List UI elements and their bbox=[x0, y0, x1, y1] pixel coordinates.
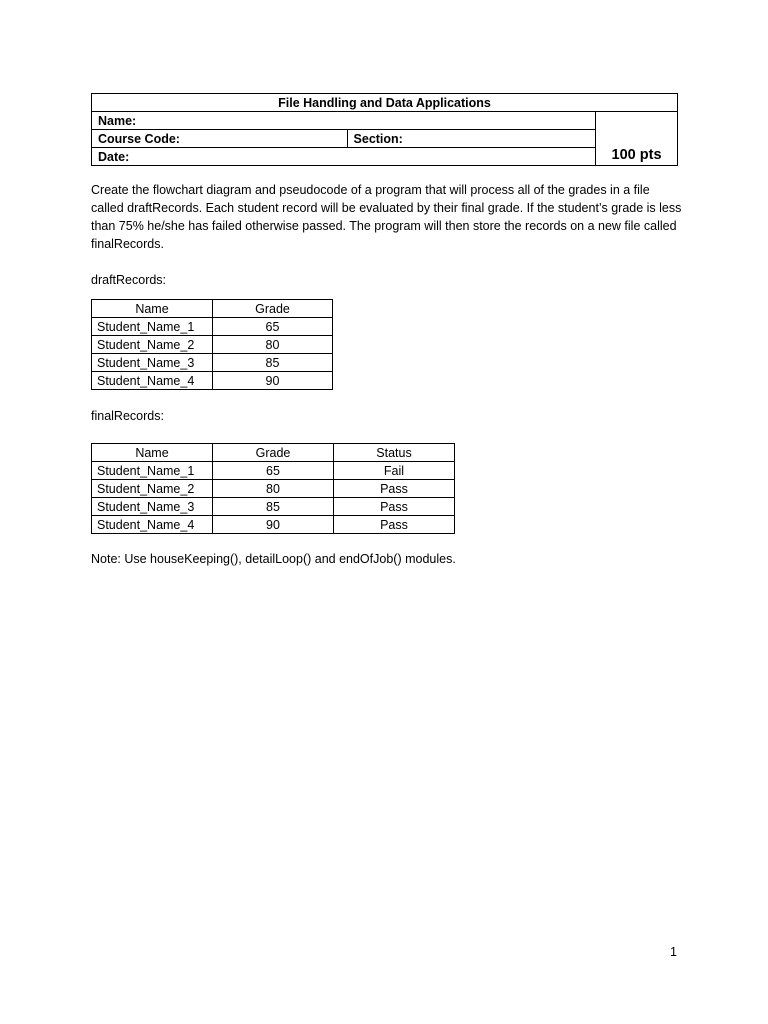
column-header: Grade bbox=[213, 300, 333, 318]
document-title: File Handling and Data Applications bbox=[92, 94, 678, 112]
status-cell: Pass bbox=[334, 480, 455, 498]
student-name-cell: Student_Name_2 bbox=[92, 480, 213, 498]
student-name-cell: Student_Name_1 bbox=[92, 462, 213, 480]
table-header-row bbox=[92, 300, 333, 318]
grade-cell: 85 bbox=[213, 354, 333, 372]
grade-cell: 80 bbox=[213, 480, 334, 498]
final-records-table bbox=[91, 443, 455, 534]
header-table bbox=[91, 93, 678, 166]
table-row bbox=[92, 336, 333, 354]
instructions-paragraph: Create the flowchart diagram and pseudocode of a program that will process all of the grades in a file called draftRecords. Each student record will be evaluated by their final grade. If the student’s grade is less than 75% he/she has failed otherwise passed. The program will then store the records on a new file called finalRecords. bbox=[91, 183, 682, 251]
table-header-row bbox=[92, 444, 455, 462]
date-field-label: Date: bbox=[92, 148, 596, 166]
course-code-field-label: Course Code: bbox=[92, 130, 348, 148]
grade-cell: 80 bbox=[213, 336, 333, 354]
grade-cell: 90 bbox=[213, 516, 334, 534]
page-number: 1 bbox=[670, 945, 677, 959]
grade-cell: 65 bbox=[213, 462, 334, 480]
table-row bbox=[92, 480, 455, 498]
table-row bbox=[92, 354, 333, 372]
status-cell: Pass bbox=[334, 498, 455, 516]
column-header: Name bbox=[92, 300, 213, 318]
final-records-label: finalRecords: bbox=[91, 409, 164, 423]
draft-records-table bbox=[91, 299, 333, 390]
table-row bbox=[92, 516, 455, 534]
student-name-cell: Student_Name_3 bbox=[92, 498, 213, 516]
table-row bbox=[92, 318, 333, 336]
student-name-cell: Student_Name_4 bbox=[92, 516, 213, 534]
student-name-cell: Student_Name_1 bbox=[92, 318, 213, 336]
student-name-cell: Student_Name_4 bbox=[92, 372, 213, 390]
column-header: Grade bbox=[213, 444, 334, 462]
name-field-label: Name: bbox=[92, 112, 596, 130]
table-row bbox=[92, 462, 455, 480]
student-name-cell: Student_Name_3 bbox=[92, 354, 213, 372]
points-value: 100 pts bbox=[596, 112, 678, 166]
status-cell: Pass bbox=[334, 516, 455, 534]
column-header: Name bbox=[92, 444, 213, 462]
table-row bbox=[92, 372, 333, 390]
column-header: Status bbox=[334, 444, 455, 462]
grade-cell: 90 bbox=[213, 372, 333, 390]
status-cell: Fail bbox=[334, 462, 455, 480]
note-text: Note: Use houseKeeping(), detailLoop() and endOfJob() modules. bbox=[91, 552, 456, 566]
grade-cell: 65 bbox=[213, 318, 333, 336]
draft-records-label: draftRecords: bbox=[91, 273, 167, 287]
section-field-label: Section: bbox=[347, 130, 596, 148]
student-name-cell: Student_Name_2 bbox=[92, 336, 213, 354]
table-row bbox=[92, 498, 455, 516]
grade-cell: 85 bbox=[213, 498, 334, 516]
